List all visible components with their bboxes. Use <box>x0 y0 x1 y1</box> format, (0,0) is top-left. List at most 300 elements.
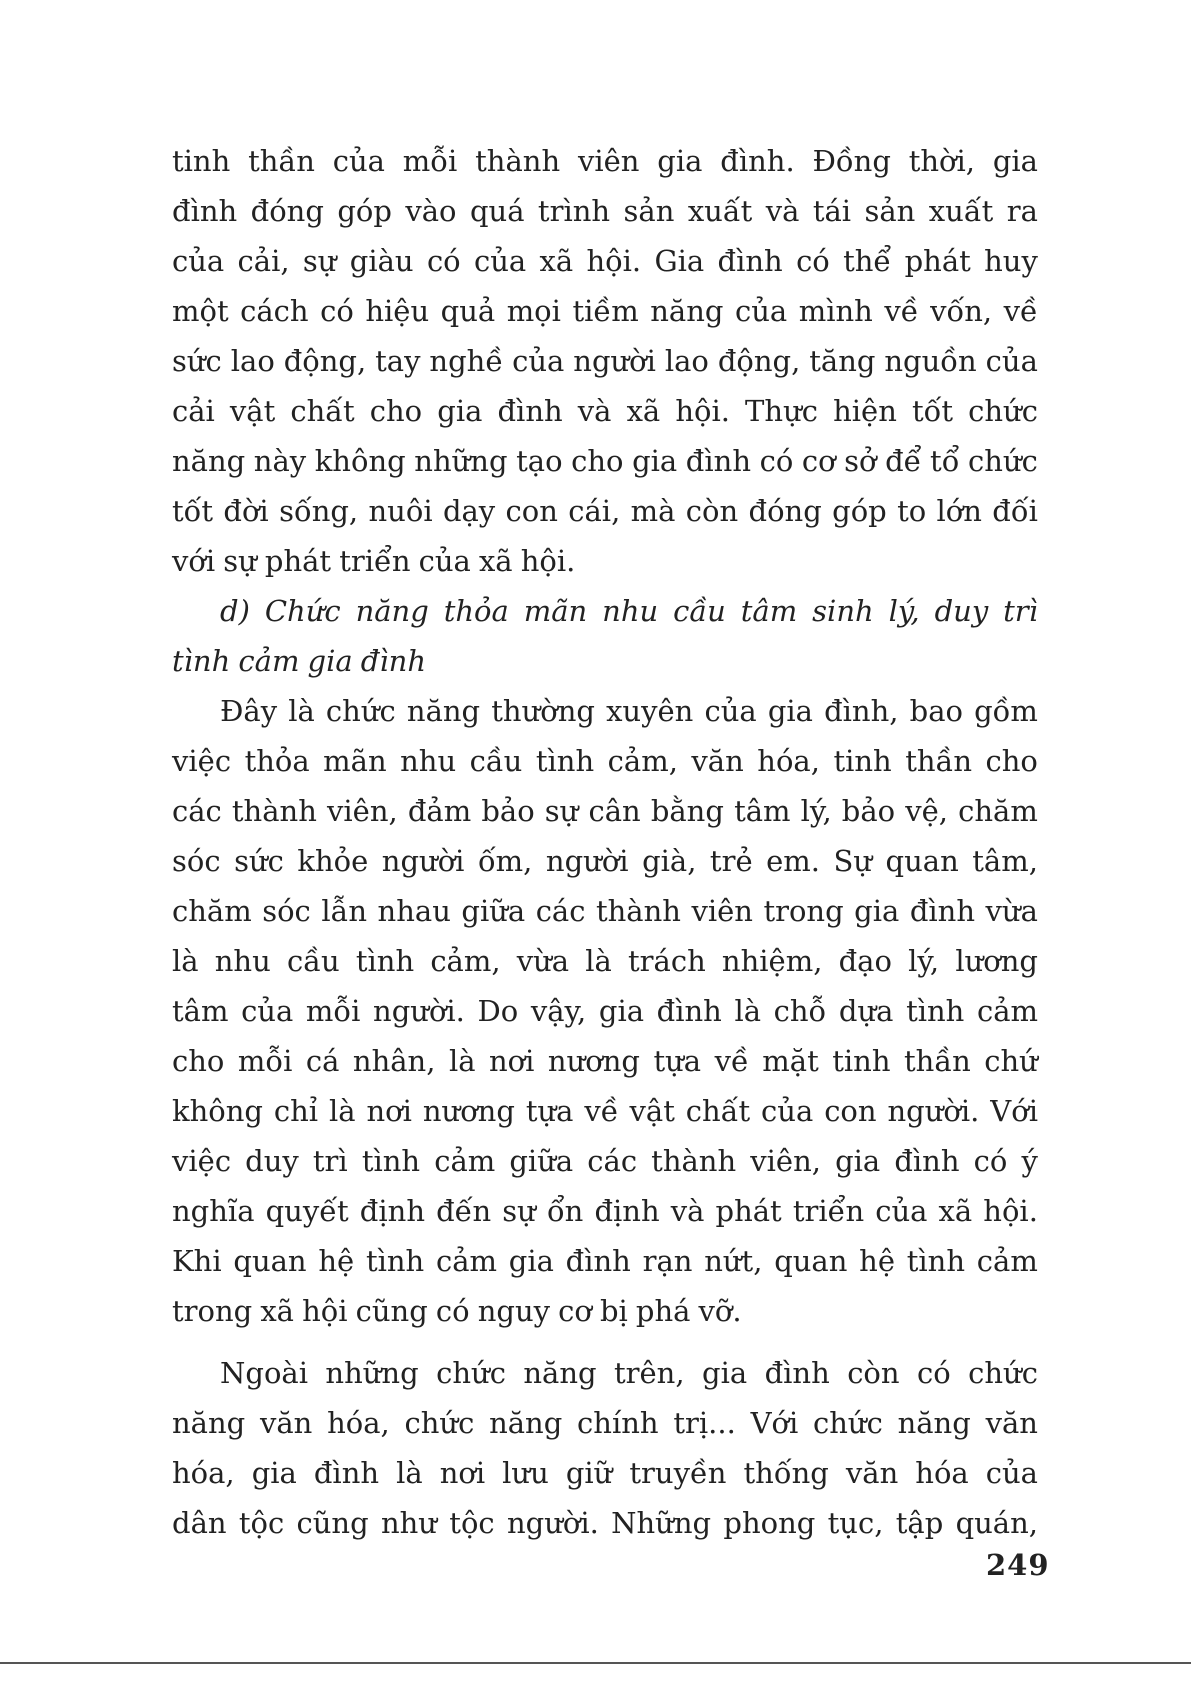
word: động, <box>283 344 367 378</box>
word: thành <box>231 794 317 828</box>
word: to <box>897 494 927 528</box>
word: sống, <box>279 494 359 528</box>
word: Chức <box>264 594 341 628</box>
word: xã <box>626 394 661 428</box>
word: đình <box>717 244 783 278</box>
word: và <box>765 194 800 228</box>
word: cơ <box>558 1294 592 1328</box>
word: tâm <box>740 594 798 628</box>
word: thỏa <box>244 744 310 778</box>
word: chất <box>685 1094 751 1128</box>
word: có <box>796 244 830 278</box>
word: là <box>329 1094 356 1128</box>
word: lý, <box>908 944 940 978</box>
word: góp <box>337 194 392 228</box>
word: tâm <box>734 794 791 828</box>
text-line <box>172 286 1038 336</box>
word: tốt <box>911 394 954 428</box>
word: cá <box>305 1044 340 1078</box>
section-heading-line <box>172 636 1038 686</box>
word: trì <box>1003 594 1038 628</box>
word: hóa, <box>327 1406 390 1440</box>
word: định <box>359 1194 425 1228</box>
word: cảm, <box>430 944 501 978</box>
word: tộc <box>449 1506 495 1540</box>
word: viên, <box>750 1144 821 1178</box>
word: năng <box>172 1406 246 1440</box>
text-line <box>172 1498 1038 1548</box>
text-line <box>172 1448 1038 1498</box>
section-heading-line <box>172 586 1038 636</box>
word: sản <box>623 194 675 228</box>
text-line <box>172 436 1038 486</box>
word: chỉ <box>273 1094 319 1128</box>
word: về <box>584 1094 619 1128</box>
word: chức <box>968 1356 1038 1390</box>
word: bị <box>599 1294 628 1328</box>
word: năng <box>489 1406 563 1440</box>
word: thành <box>475 144 561 178</box>
word: việc <box>172 1144 232 1178</box>
word: nơi <box>489 1044 535 1078</box>
word: cho <box>571 444 624 478</box>
word: tốt <box>172 494 214 528</box>
word: đóng <box>748 494 822 528</box>
word: chức <box>325 694 396 728</box>
word: lưu <box>502 1456 549 1490</box>
word: tình <box>355 944 415 978</box>
word: hóa, <box>172 1456 235 1490</box>
word: đình <box>894 1144 960 1178</box>
word: lý, <box>888 594 920 628</box>
word: có <box>435 1294 470 1328</box>
word: gia <box>437 394 483 428</box>
word: tinh <box>172 144 231 178</box>
word: giữ <box>565 1456 613 1490</box>
word: vừa <box>516 944 570 978</box>
word: Với <box>990 1094 1038 1128</box>
word: cho <box>369 394 423 428</box>
word: sóc <box>262 894 311 928</box>
word: cho <box>985 744 1038 778</box>
word: tựa <box>525 1094 574 1128</box>
word: gia <box>657 144 703 178</box>
scan-edge-line <box>0 1662 1191 1664</box>
word: của <box>241 994 294 1028</box>
word: truyền <box>629 1456 727 1490</box>
word: tâm <box>172 994 229 1028</box>
word: và <box>670 1194 705 1228</box>
word: rạn <box>642 1244 693 1278</box>
text-line <box>172 136 1038 186</box>
word: có <box>973 1144 1008 1178</box>
text-line <box>172 1136 1038 1186</box>
word: đình <box>172 194 238 228</box>
word: gia <box>598 994 645 1028</box>
word: nhiệm, <box>721 944 823 978</box>
word: nghĩa <box>172 1194 255 1228</box>
word: đảm <box>407 794 472 828</box>
word: đời <box>223 494 269 528</box>
word: trong <box>172 1294 253 1328</box>
word: gia <box>508 1244 554 1278</box>
word: phát <box>264 544 332 578</box>
word: khỏe <box>297 844 369 878</box>
word: chức <box>404 1406 475 1440</box>
word: cầu <box>673 594 726 628</box>
word: xuất <box>687 194 753 228</box>
word: huy <box>984 244 1038 278</box>
word: lao <box>664 344 709 378</box>
word: hội. <box>675 394 730 428</box>
word: Do <box>477 994 519 1028</box>
word: cũng <box>296 1506 369 1540</box>
word: động, <box>717 344 801 378</box>
word: là <box>396 1456 423 1490</box>
word: văn <box>259 1406 313 1440</box>
word: d) <box>220 594 250 628</box>
word: ý <box>1021 1144 1038 1178</box>
word: nhu <box>214 944 271 978</box>
word: mãn <box>323 744 387 778</box>
word: của <box>704 694 757 728</box>
word: sức <box>234 844 284 878</box>
word: sự <box>544 794 579 828</box>
word: quả <box>440 294 496 328</box>
word: những <box>414 444 508 478</box>
word: trong <box>763 894 844 928</box>
word: thần <box>248 144 315 178</box>
word: của <box>875 1194 928 1228</box>
word: đạo <box>838 944 892 978</box>
word: chứ <box>984 1044 1038 1078</box>
word: việc <box>172 744 232 778</box>
word: cũng <box>355 1294 428 1328</box>
word: của <box>332 144 385 178</box>
word: các <box>535 894 586 928</box>
word: phát <box>904 244 971 278</box>
word: sản <box>864 194 916 228</box>
word: của <box>985 1456 1038 1490</box>
word: sự <box>302 244 337 278</box>
word: nguy <box>477 1294 551 1328</box>
word: người. <box>887 1094 980 1128</box>
word: Những <box>611 1506 712 1540</box>
word: của <box>172 244 225 278</box>
word: cân <box>588 794 641 828</box>
word: thần <box>904 1044 971 1078</box>
word: đình <box>360 644 426 678</box>
word: Đây <box>220 694 278 728</box>
text-line <box>172 786 1038 836</box>
word: trình <box>537 194 611 228</box>
word: đình <box>685 444 751 478</box>
word: bằng <box>650 794 724 828</box>
word: bảo <box>841 794 896 828</box>
word: đối <box>992 494 1038 528</box>
word: hóa <box>915 1456 969 1490</box>
word: về <box>1003 294 1038 328</box>
word: quán, <box>955 1506 1038 1540</box>
word: lương <box>955 944 1038 978</box>
word: tinh <box>833 744 892 778</box>
word: là <box>288 694 315 728</box>
word: giữa <box>461 894 526 928</box>
word: và <box>577 394 612 428</box>
text-line <box>172 236 1038 286</box>
word: quan <box>233 1244 307 1278</box>
word: hội. <box>983 1194 1038 1228</box>
word: mà <box>630 494 676 528</box>
word: thành <box>651 1144 737 1178</box>
word: trách <box>628 944 706 978</box>
word: cảm <box>976 1244 1038 1278</box>
word: đình <box>764 1356 830 1390</box>
word: phát <box>715 1194 782 1228</box>
word: năng <box>355 594 429 628</box>
word: sự <box>502 1194 536 1228</box>
word: góp <box>832 494 887 528</box>
word: còn <box>685 494 739 528</box>
word: ốm, <box>477 844 533 878</box>
word: quá <box>469 194 525 228</box>
word: mỗi <box>237 1044 293 1078</box>
word: đóng <box>250 194 324 228</box>
word: chức <box>968 444 1038 478</box>
word: cơ <box>801 444 836 478</box>
text-line <box>172 1286 1038 1336</box>
text-line <box>172 386 1038 436</box>
word: có <box>426 244 461 278</box>
word: tăng <box>809 344 876 378</box>
word: già, <box>642 844 697 878</box>
word: thường <box>491 694 595 728</box>
word: xuất <box>928 194 994 228</box>
word: nhu <box>602 594 659 628</box>
word: định <box>594 1194 660 1228</box>
word: văn <box>985 1406 1038 1440</box>
word: tình <box>906 994 965 1028</box>
word: này <box>253 444 307 478</box>
word: trẻ <box>709 844 753 878</box>
word: văn <box>691 744 744 778</box>
word: của <box>473 244 527 278</box>
word: một <box>172 294 229 328</box>
word: đình. <box>720 144 795 178</box>
word: mãn <box>523 594 588 628</box>
word: cầu <box>286 944 340 978</box>
word: cảm <box>976 994 1038 1028</box>
word: hiện <box>833 394 897 428</box>
word: ra <box>1006 194 1038 228</box>
word: năng <box>406 694 481 728</box>
word: cái, <box>568 494 621 528</box>
word: vào <box>405 194 457 228</box>
text-line <box>172 536 1038 586</box>
word: chăm <box>172 894 252 928</box>
word: giàu <box>349 244 414 278</box>
word: có <box>320 294 354 328</box>
word: chất <box>290 394 355 428</box>
word: tình <box>172 644 231 678</box>
word: hóa, <box>757 744 820 778</box>
word: đình <box>497 394 563 428</box>
word: người. <box>373 994 465 1028</box>
text-line <box>172 686 1038 736</box>
word: về <box>714 1044 749 1078</box>
word: mặt <box>762 1044 819 1078</box>
word: chính <box>577 1406 659 1440</box>
text-line <box>172 1236 1038 1286</box>
word: cảm <box>434 1144 496 1178</box>
word: tình <box>535 744 595 778</box>
word: Với <box>750 1406 799 1440</box>
word: ổn <box>546 1194 584 1228</box>
word: của <box>512 344 565 378</box>
word: các <box>172 794 222 828</box>
text-line <box>172 1186 1038 1236</box>
word: đình <box>313 1456 380 1490</box>
word: vật <box>629 1094 675 1128</box>
text-line <box>172 986 1038 1036</box>
word: có <box>917 1356 951 1390</box>
word: là <box>585 944 612 978</box>
word: viên <box>577 144 640 178</box>
word: thể <box>843 244 892 278</box>
word: đình <box>656 994 722 1028</box>
word: xã <box>539 244 574 278</box>
word: nơi <box>366 1094 412 1128</box>
word: gia <box>992 144 1038 178</box>
word: triển <box>792 1194 865 1228</box>
word: phá <box>635 1294 691 1328</box>
word: lẫn <box>321 894 368 928</box>
word: năng <box>172 444 246 478</box>
word: nguồn <box>884 344 977 378</box>
word: duy <box>245 1144 299 1178</box>
word: thời, <box>908 144 976 178</box>
word: thỏa <box>443 594 509 628</box>
word: tổ <box>930 444 960 478</box>
word: nghề <box>429 344 504 378</box>
word: gia <box>854 894 900 928</box>
word: tộc <box>238 1506 285 1540</box>
word: hiệu <box>365 294 430 328</box>
word: tình <box>365 1244 425 1278</box>
word: những <box>325 1356 419 1390</box>
word: với <box>172 544 216 578</box>
word: là <box>448 1044 476 1078</box>
text-line <box>172 886 1038 936</box>
word: mình <box>798 294 873 328</box>
text-line <box>172 736 1038 786</box>
word: tiềm <box>572 294 639 328</box>
word: người <box>381 844 465 878</box>
word: là <box>734 994 762 1028</box>
word: mỗi <box>305 994 361 1028</box>
text-line <box>172 1036 1038 1086</box>
word: tình <box>361 1144 421 1178</box>
word: Ngoài <box>220 1356 308 1390</box>
word: hệ <box>318 1244 355 1278</box>
text-line <box>172 486 1038 536</box>
word: tái <box>812 194 852 228</box>
word: cách <box>240 294 309 328</box>
word: lao <box>230 344 275 378</box>
page-number: 249 <box>986 1548 1050 1582</box>
word: lý, <box>800 794 832 828</box>
word: có <box>759 444 794 478</box>
word: gia <box>767 694 813 728</box>
word: viên, <box>327 794 398 828</box>
word: dạy <box>442 494 496 528</box>
word: cho <box>172 1044 225 1078</box>
word: cải <box>172 394 215 428</box>
word: gia <box>702 1356 748 1390</box>
word: tình <box>906 1244 966 1278</box>
word: cảm, <box>607 744 678 778</box>
word: hội. <box>586 244 642 278</box>
word: đến <box>436 1194 492 1228</box>
word: sinh <box>812 594 874 628</box>
word: chỗ <box>773 994 827 1028</box>
text-line <box>172 336 1038 386</box>
word: gia <box>632 444 678 478</box>
word: viên <box>691 894 753 928</box>
text-line <box>172 1398 1038 1448</box>
word: quan <box>774 1244 848 1278</box>
text-line <box>172 836 1038 886</box>
word: triển <box>339 544 411 578</box>
word: cảm <box>238 644 300 678</box>
word: vốn, <box>930 294 993 328</box>
word: vệ, <box>905 794 949 828</box>
word: mỗi <box>402 144 458 178</box>
word: nhân, <box>352 1044 436 1078</box>
text-line <box>172 186 1038 236</box>
word: đình, <box>824 694 899 728</box>
word: Sự <box>833 844 873 878</box>
word: quan <box>885 844 959 878</box>
word: người <box>545 844 629 878</box>
word: chức <box>813 1406 883 1440</box>
word: người. <box>506 1506 599 1540</box>
word: sóc <box>172 844 221 878</box>
word: trị... <box>673 1406 736 1440</box>
word: hệ <box>859 1244 895 1278</box>
body-text <box>172 136 1038 1548</box>
word: tựa <box>653 1044 702 1078</box>
word: nhau <box>377 894 451 928</box>
word: xã <box>260 1294 294 1328</box>
word: hội. <box>520 544 576 578</box>
word: của <box>734 294 788 328</box>
word: bao <box>909 694 963 728</box>
word: tinh <box>832 1044 891 1078</box>
word: không <box>172 1094 263 1128</box>
word: vật <box>229 394 276 428</box>
word: của <box>985 344 1038 378</box>
word: tục, <box>827 1506 884 1540</box>
word: thần <box>905 744 973 778</box>
word: sở <box>844 444 877 478</box>
word: Thực <box>745 394 818 428</box>
word: văn <box>845 1456 899 1490</box>
word: phong <box>723 1506 816 1540</box>
word: năng <box>523 1356 597 1390</box>
word: giữa <box>509 1144 574 1178</box>
word: tạo <box>516 444 563 478</box>
